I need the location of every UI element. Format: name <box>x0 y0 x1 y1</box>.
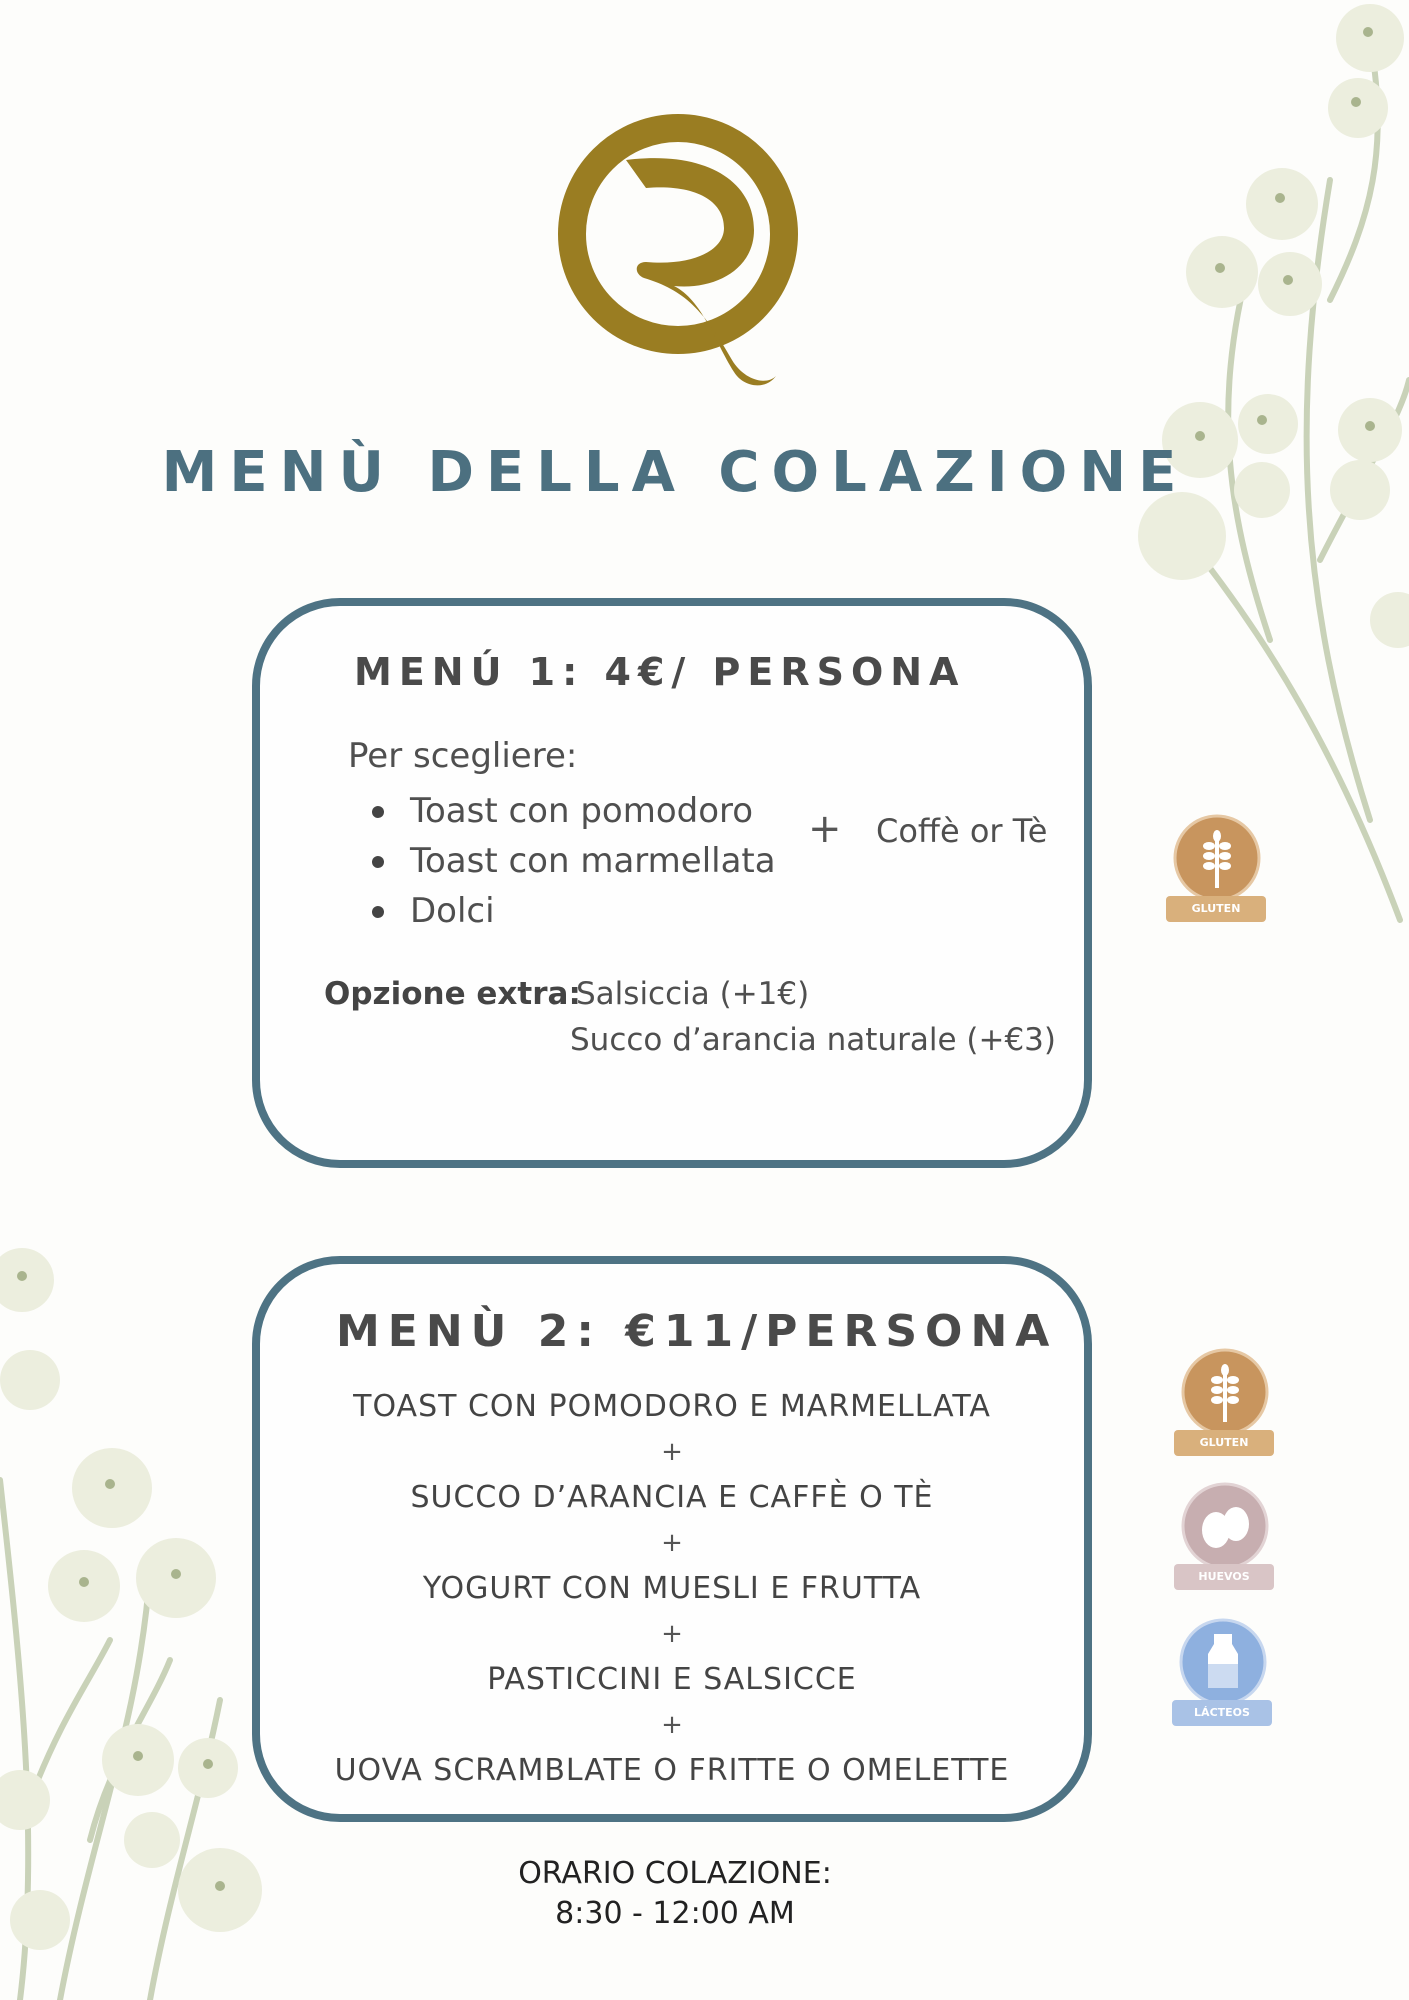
plus-separator: + <box>661 1710 683 1740</box>
eggs-badge <box>1174 1480 1276 1590</box>
list-item: Dolci <box>360 886 776 936</box>
extra-option-orange-juice: Succo d’arancia naturale (+€3) <box>570 1022 1056 1058</box>
menu-2-title: MENÙ 2: €11/PERSONA <box>336 1306 1058 1357</box>
menu-2-item-list <box>260 1384 1084 1794</box>
choose-label: Per scegliere: <box>348 736 578 776</box>
logo-r-icon <box>554 110 810 390</box>
page-title: MENÙ DELLA COLAZIONE <box>161 440 1189 505</box>
dairy-label: LÁCTEOS <box>1172 1700 1272 1726</box>
plus-separator: + <box>661 1437 683 1467</box>
list-item: YOGURT CON MUESLI E FRUTTA <box>422 1571 922 1606</box>
dairy-badge <box>1172 1616 1274 1726</box>
menu-1-title: MENÚ 1: 4€/ PERSONA <box>354 650 966 694</box>
list-item: UOVA SCRAMBLATE O FRITTE O OMELETTE <box>334 1753 1010 1788</box>
eggs-icon <box>1174 1480 1276 1572</box>
menu-1-item-list <box>360 786 776 936</box>
milk-bottle-icon <box>1172 1616 1274 1708</box>
plus-separator: + <box>661 1528 683 1558</box>
wheat-icon <box>1166 812 1268 904</box>
gluten-label: GLUTEN <box>1166 896 1266 922</box>
wheat-icon <box>1174 1346 1276 1438</box>
eggs-label: HUEVOS <box>1174 1564 1274 1590</box>
extra-option-label: Opzione extra: <box>324 976 581 1012</box>
gluten-badge <box>1174 1346 1276 1456</box>
list-item: TOAST CON POMODORO E MARMELLATA <box>353 1389 991 1424</box>
menu-2-card <box>252 1256 1092 1822</box>
menu-1-card <box>252 598 1092 1168</box>
list-item: SUCCO D’ARANCIA E CAFFÈ O TÈ <box>410 1480 934 1515</box>
breakfast-hours-label: ORARIO COLAZIONE: <box>518 1856 832 1891</box>
gluten-label: GLUTEN <box>1174 1430 1274 1456</box>
list-item: Toast con pomodoro <box>360 786 776 836</box>
drink-option: Coffè or Tè <box>876 812 1048 850</box>
breakfast-hours-time: 8:30 - 12:00 AM <box>555 1896 795 1931</box>
plus-separator: + <box>661 1619 683 1649</box>
plus-sign: + <box>808 806 842 852</box>
list-item: PASTICCINI E SALSICCE <box>487 1662 857 1697</box>
gluten-badge <box>1166 812 1268 922</box>
list-item: Toast con marmellata <box>360 836 776 886</box>
extra-option-sausage: Salsiccia (+1€) <box>576 976 810 1012</box>
